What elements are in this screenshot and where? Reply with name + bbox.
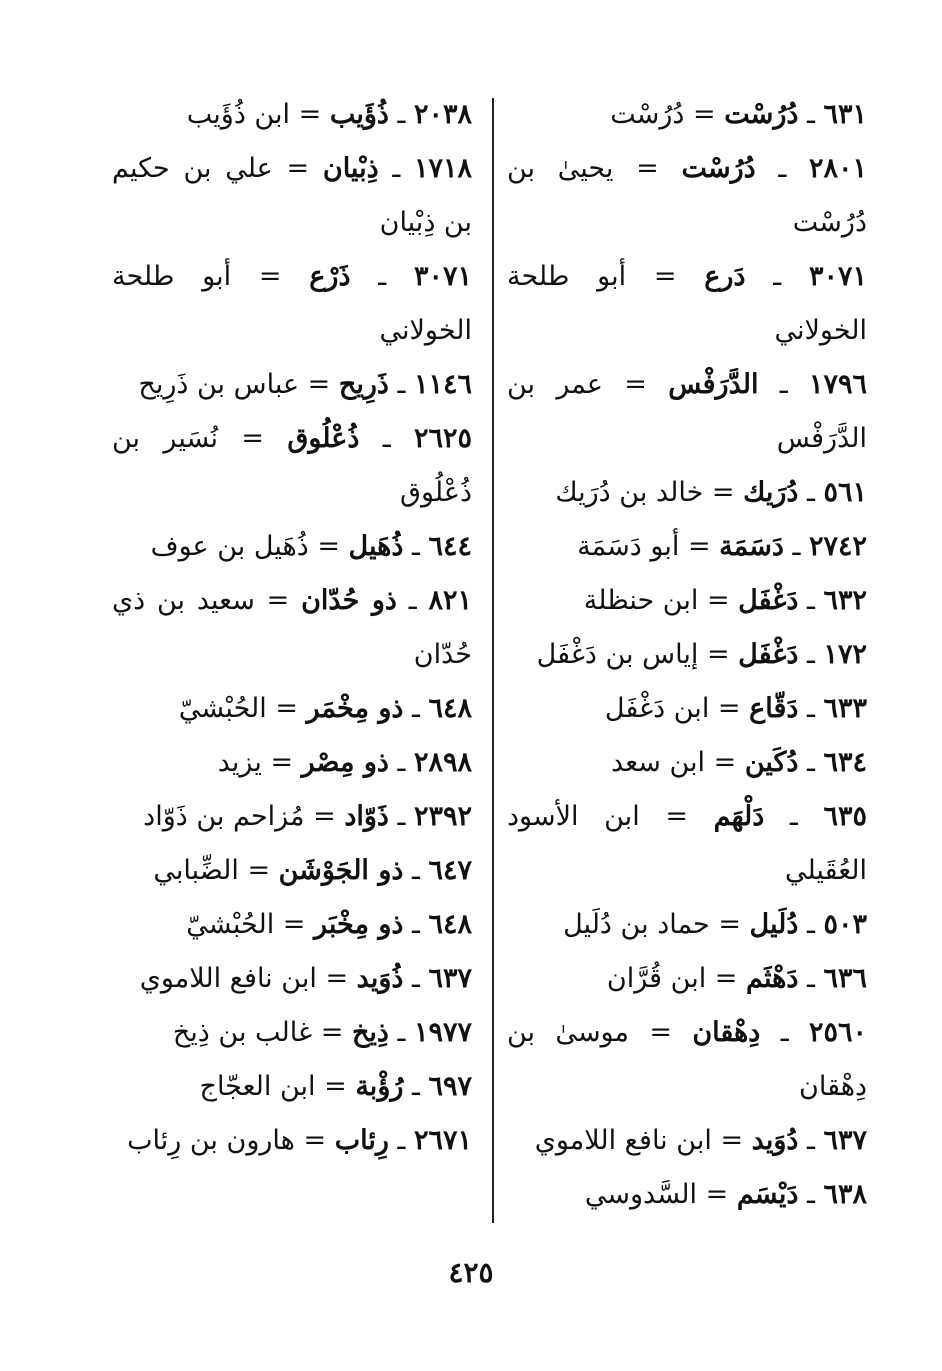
entry-name: دِهْقان — [692, 1017, 761, 1048]
entry-name: ذَوّاد — [344, 801, 389, 832]
entry-value: الحُبْشيّ — [178, 693, 267, 724]
entry-value: مُزاحم بن ذَوّاد — [143, 801, 305, 832]
entry-number: ٦٤٨ — [428, 909, 472, 940]
index-entry: ٢٧٤٢ ـ دَسَمَة = أبو دَسَمَة — [577, 531, 867, 562]
entry-value: غالب بن ذِيخ — [172, 1017, 313, 1048]
entry-value: ابن دَغْفَل — [604, 693, 710, 724]
entry-value: السَّدوسي — [584, 1179, 698, 1210]
entry-name: ذو مِخْمَر — [306, 693, 404, 724]
entry-value: ذُهَيل بن عوف — [150, 531, 309, 562]
index-entry: ٥٦١ ـ دُرَيك = خالد بن دُرَيك — [555, 477, 867, 508]
entry-value: عباس بن ذَرِيح — [138, 369, 300, 400]
entry-value: سعيد بن ذي حُدّان — [112, 585, 472, 670]
entry-name: ذو الجَوْشَن — [278, 855, 404, 886]
index-entry: ٢٦٢٥ ـ ذُعْلُوق = نُسَير بن ذُعْلُوق — [112, 423, 472, 508]
entry-name: دُرُسْت — [724, 99, 799, 130]
entry-value: ابن حنظلة — [583, 585, 699, 616]
index-entry: ٣٠٧١ ـ دَرع = أبو طلحة الخولاني — [507, 261, 867, 346]
entry-name: دُوَيد — [751, 1125, 799, 1156]
entry-value: ابن نافع اللاموي — [534, 1125, 712, 1156]
entry-number: ٥٠٣ — [823, 909, 867, 940]
entry-number: ١٧١٨ — [413, 153, 472, 184]
index-entry: ٥٠٣ ـ دُلَيل = حماد بن دُلَيل — [563, 909, 867, 940]
entry-number: ٦٣٦ — [823, 963, 867, 994]
index-entry: ٨٢١ ـ ذو حُدّان = سعيد بن ذي حُدّان — [112, 585, 473, 670]
entry-value: يزيد — [217, 747, 262, 778]
entry-value: ابن العجّاج — [199, 1071, 316, 1102]
entry-name: ذو مِصْر — [301, 747, 389, 778]
entry-value: أبو طلحة الخولاني — [507, 261, 867, 346]
entry-name: دُكَين — [744, 747, 799, 778]
entry-name: دَهْثَم — [746, 963, 799, 994]
index-entry: ١٧١٨ ـ ذِبْيان = علي بن حكيم بن ذِبْيان — [112, 153, 472, 238]
entry-name: دَسَمَة — [719, 531, 784, 562]
index-entry: ٢٦٧١ ـ رِئاب = هارون بن رِئاب — [127, 1125, 472, 1156]
index-entry: ١٧٩٦ ـ الدَّرَفْس = عمر بن الدَّرَفْس — [507, 369, 867, 454]
index-entry: ٦٣٥ ـ دَلْهَم = ابن الأسود العُقَيلي — [507, 801, 867, 886]
entry-number: ٦٣٧ — [823, 1125, 867, 1156]
entry-value: ابن سعد — [611, 747, 706, 778]
entry-number: ٦٤٤ — [428, 531, 472, 562]
entry-value: هارون بن رِئاب — [127, 1125, 295, 1156]
index-entry: ٦٤٧ ـ ذو الجَوْشَن = الضِّبابي — [153, 855, 472, 886]
index-entry: ١٧٢ ـ دَغْفَل = إياس بن دَغْفَل — [536, 639, 867, 670]
entry-number: ٢٨٩٨ — [413, 747, 472, 778]
index-entry: ٢٨٩٨ ـ ذو مِصْر = يزيد — [217, 747, 472, 778]
left-column — [112, 88, 472, 1168]
column-divider — [492, 98, 494, 1223]
entry-value: نُسَير بن ذُعْلُوق — [112, 423, 472, 508]
index-entry: ١٩٧٧ ـ ذِيخ = غالب بن ذِيخ — [172, 1017, 472, 1048]
entry-number: ٦٤٨ — [428, 693, 472, 724]
index-entry: ٦٣٧ ـ دُوَيد = ابن نافع اللاموي — [534, 1125, 867, 1156]
entry-number: ٨٢١ — [428, 585, 473, 616]
entry-number: ٦٣٥ — [823, 801, 867, 832]
entry-value: ابن ذُؤَيب — [186, 99, 291, 130]
entry-number: ٢٨٠١ — [809, 153, 868, 184]
entry-value: حماد بن دُلَيل — [563, 909, 710, 940]
entry-name: الدَّرَفْس — [668, 369, 759, 400]
entry-number: ٦٣١ — [823, 99, 867, 130]
index-entry: ٦٣٨ ـ دَيْسَم = السَّدوسي — [584, 1179, 867, 1210]
entry-name: دَغْفَل — [738, 639, 799, 670]
entry-name: ذُؤَيب — [329, 99, 389, 130]
entry-value: أبو دَسَمَة — [577, 531, 680, 562]
index-entry: ٦٣٢ ـ دَغْفَل = ابن حنظلة — [583, 585, 867, 616]
entry-value: الضِّبابي — [153, 855, 239, 886]
entry-number: ٦٩٧ — [428, 1071, 472, 1102]
entry-name: دَغْفَل — [738, 585, 799, 616]
index-entry: ٦٩٧ ـ رُؤْبة = ابن العجّاج — [199, 1071, 472, 1102]
index-entry: ٦٤٤ ـ ذُهَيل = ذُهَيل بن عوف — [150, 531, 472, 562]
entry-number: ٦٣٧ — [428, 963, 472, 994]
entry-number: ٣٠٧١ — [808, 261, 867, 292]
entry-number: ٢٧٤٢ — [808, 531, 867, 562]
entry-name: ذُوَيد — [356, 963, 404, 994]
entry-number: ١٧٢ — [823, 639, 867, 670]
entry-value: ابن قُرَّان — [606, 963, 707, 994]
index-entry: ٦٤٨ ـ ذو مِخْمَر = الحُبْشيّ — [178, 693, 472, 724]
entry-name: دُرَيك — [743, 477, 799, 508]
entry-name: ذَرِيح — [338, 369, 389, 400]
entry-name: ذو حُدّان — [301, 585, 397, 616]
index-entry: ٦٤٨ ـ ذو مِخْبَر = الحُبْشيّ — [186, 909, 472, 940]
entry-name: دَلْهَم — [713, 801, 765, 832]
index-entry: ٢٣٩٢ ـ ذَوّاد = مُزاحم بن ذَوّاد — [143, 801, 472, 832]
entry-value: دُرُسْت — [610, 99, 685, 130]
entry-name: ذَرْع — [309, 261, 351, 292]
entry-number: ١٩٧٧ — [413, 1017, 472, 1048]
entry-name: رُؤْبة — [355, 1071, 404, 1102]
entry-value: علي بن حكيم بن ذِبْيان — [112, 153, 472, 238]
index-entry: ٢٠٣٨ ـ ذُؤَيب = ابن ذُؤَيب — [186, 99, 472, 130]
entry-number: ٦٣٨ — [823, 1179, 867, 1210]
entry-value: ابن نافع اللاموي — [139, 963, 317, 994]
index-entry: ٢٥٦٠ ـ دِهْقان = موسىٰ بن دِهْقان — [507, 1017, 867, 1102]
index-entry: ٣٠٧١ ـ ذَرْع = أبو طلحة الخولاني — [112, 261, 472, 346]
index-entry: ٦٣٧ ـ ذُوَيد = ابن نافع اللاموي — [139, 963, 472, 994]
entry-name: دُرُسْت — [681, 153, 756, 184]
entry-number: ٢٦٧١ — [413, 1125, 472, 1156]
entry-number: ٦٣٣ — [823, 693, 867, 724]
index-entry: ٦٣١ ـ دُرُسْت = دُرُسْت — [610, 99, 867, 130]
entry-number: ٢٣٩٢ — [413, 801, 472, 832]
entry-name: ذُهَيل — [348, 531, 404, 562]
index-entry: ٦٣٣ ـ دَقّاع = ابن دَغْفَل — [604, 693, 867, 724]
entry-number: ٥٦١ — [823, 477, 867, 508]
entry-number: ١٧٩٦ — [808, 369, 867, 400]
entry-number: ٢٦٢٥ — [413, 423, 472, 454]
entry-number: ١١٤٦ — [413, 369, 472, 400]
entry-number: ٣٠٧١ — [413, 261, 472, 292]
entry-value: الحُبْشيّ — [186, 909, 275, 940]
entry-number: ٦٣٢ — [823, 585, 867, 616]
entry-value: عمر بن الدَّرَفْس — [507, 369, 867, 454]
entry-value: يحيىٰ بن دُرُسْت — [507, 153, 867, 238]
entry-name: دَيْسَم — [736, 1179, 799, 1210]
index-entry: ٢٨٠١ ـ دُرُسْت = يحيىٰ بن دُرُسْت — [507, 153, 868, 238]
entry-name: ذِبْيان — [322, 153, 379, 184]
right-column — [507, 88, 867, 1222]
index-entry: ٦٣٤ ـ دُكَين = ابن سعد — [611, 747, 867, 778]
entry-value: خالد بن دُرَيك — [555, 477, 704, 508]
entry-number: ٢٥٦٠ — [808, 1017, 867, 1048]
entry-name: ذِيخ — [351, 1017, 389, 1048]
entry-name: دَرع — [704, 261, 746, 292]
entry-number: ٢٠٣٨ — [413, 99, 472, 130]
index-entry: ١١٤٦ ـ ذَرِيح = عباس بن ذَرِيح — [138, 369, 472, 400]
entry-value: موسىٰ بن دِهْقان — [507, 1017, 867, 1102]
index-entry: ٦٣٦ ـ دَهْثَم = ابن قُرَّان — [606, 963, 867, 994]
entry-value: إياس بن دَغْفَل — [536, 639, 699, 670]
entry-number: ٦٣٤ — [823, 747, 867, 778]
entry-name: ذو مِخْبَر — [314, 909, 404, 940]
entry-value: أبو طلحة الخولاني — [112, 261, 472, 346]
entry-name: ذُعْلُوق — [287, 423, 360, 454]
entry-number: ٦٤٧ — [428, 855, 472, 886]
entry-name: دُلَيل — [749, 909, 799, 940]
page-number: ٤٢٥ — [448, 1256, 494, 1289]
entry-name: رِئاب — [334, 1125, 389, 1156]
entry-value: ابن الأسود العُقَيلي — [507, 801, 867, 886]
entry-name: دَقّاع — [749, 693, 799, 724]
